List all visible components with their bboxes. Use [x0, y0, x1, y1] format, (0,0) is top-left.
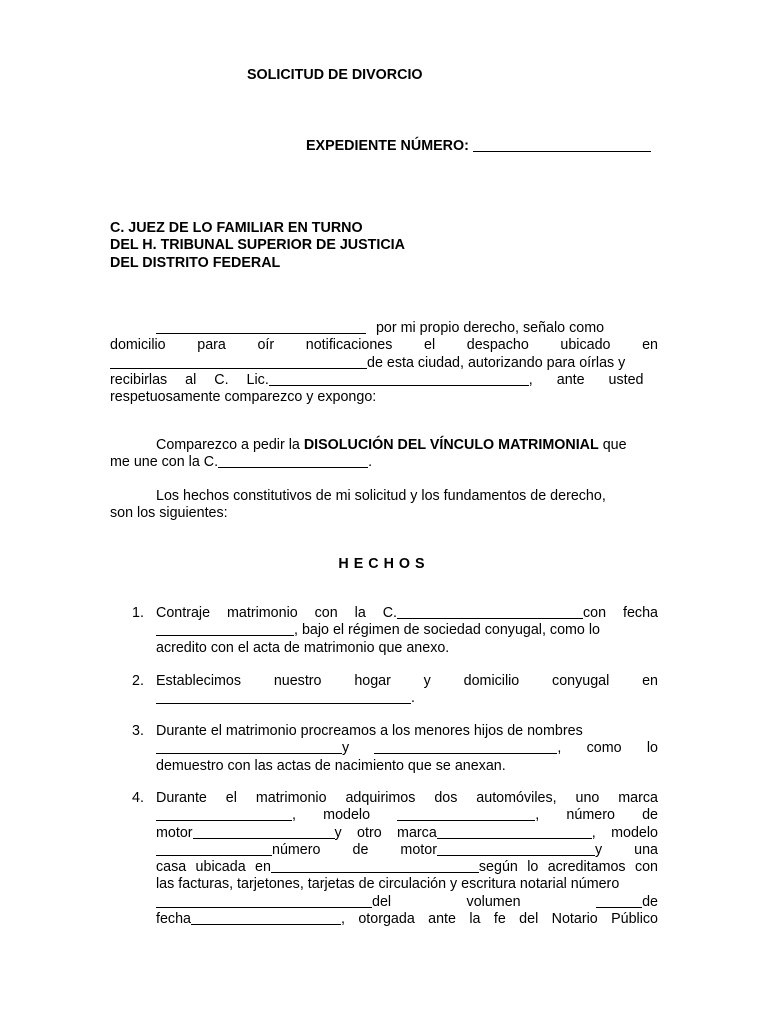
lawyer-blank[interactable]: [269, 372, 529, 386]
fact-4-text-4b: y una: [594, 841, 658, 858]
fact-1-text-a: Contraje matrimonio con la C.: [156, 605, 398, 621]
car-model-blank-2[interactable]: [156, 842, 272, 856]
deed-date-blank[interactable]: [191, 911, 341, 925]
petition-line-2: [110, 454, 658, 471]
fact-4-text-7a: del volumen: [372, 893, 521, 910]
car-brand-blank-2[interactable]: [437, 825, 592, 839]
fact-4-line-7: [156, 894, 658, 911]
fact-number: 2.: [132, 673, 144, 689]
fact-4-text-2a: , modelo: [292, 807, 371, 824]
petition-line-1: [110, 437, 658, 454]
petition-text-3: me une con la C.: [110, 454, 219, 471]
child-name-blank-1[interactable]: [156, 740, 342, 754]
fact-4-line-8: [156, 911, 658, 928]
fact-1-text-c: , bajo el régimen de sociedad conyugal, como lo: [294, 622, 600, 639]
fact-4-text-5b: según lo acreditamos con: [478, 859, 658, 876]
facts-intro-line-2: son los siguientes:: [110, 505, 228, 522]
fact-3-text-b: , como lo: [557, 740, 658, 757]
document-title: SOLICITUD DE DIVORCIO: [247, 67, 423, 83]
addressee-line-1: C. JUEZ DE LO FAMILIAR EN TURNO: [110, 220, 363, 236]
spouse-name-blank[interactable]: [397, 605, 583, 619]
car-brand-blank-1[interactable]: [156, 807, 292, 821]
addressee-block: [110, 220, 405, 272]
fact-1-line-1: [156, 605, 658, 622]
intro-text-3: de esta ciudad, autorizando para oírlas y: [367, 354, 626, 371]
petition-bold: DISOLUCIÓN DEL VÍNCULO MATRIMONIAL: [303, 437, 599, 453]
home-address-blank[interactable]: [156, 690, 411, 704]
fact-1-line-2: [156, 622, 658, 639]
address-blank[interactable]: [110, 355, 367, 369]
intro-paragraph: [110, 320, 658, 406]
fact-text: [156, 673, 658, 708]
fact-text: [156, 605, 658, 657]
expediente-label: EXPEDIENTE NÚMERO:: [306, 138, 469, 154]
fact-4-line-5: [156, 859, 658, 876]
marriage-date-blank[interactable]: [156, 622, 294, 636]
name-blank[interactable]: [156, 320, 366, 334]
petition-paragraph: [110, 437, 658, 472]
expediente-line: [306, 137, 651, 155]
intro-text-4a: recibirlas al C. Lic.: [110, 371, 269, 388]
fact-3-line-3: demuestro con las actas de nacimiento que se anexan.: [156, 757, 506, 774]
expediente-blank[interactable]: [473, 137, 651, 152]
fact-4-text-4a: número de motor: [272, 841, 437, 858]
intro-text-4b: , ante usted: [528, 371, 644, 388]
facts-intro-paragraph: [110, 488, 658, 523]
intro-line-2: domicilio para oír notificaciones el despacho ubicado en: [110, 337, 658, 354]
intro-line-5: respetuosamente comparezco y expongo:: [110, 389, 377, 406]
fact-4-text-3b: y otro marca: [334, 824, 437, 841]
fact-4-text-3c: , modelo: [591, 824, 659, 841]
intro-line-1: [110, 320, 658, 337]
petition-text-4: .: [368, 454, 373, 471]
intro-text-1: por mi propio derecho, señalo como: [375, 320, 605, 336]
fact-4-text-5a: casa ubicada en: [156, 859, 271, 876]
fact-3-line-2: [156, 740, 658, 757]
car-model-blank-1[interactable]: [397, 807, 535, 821]
intro-line-4: [110, 372, 658, 389]
fact-text: [156, 790, 658, 928]
intro-line-3: [110, 355, 658, 372]
fact-2-line-2: [156, 690, 658, 707]
fact-4-line-3: [156, 825, 658, 842]
fact-4-line-6: las facturas, tarjetones, tarjetas de circulación y escritura notarial número: [156, 876, 620, 893]
fact-1-text-b: con fecha: [583, 605, 658, 621]
fact-3-text-a: y: [342, 740, 350, 757]
fact-2-text-b: .: [411, 690, 415, 707]
fact-1-line-3: acredito con el acta de matrimonio que anexo.: [156, 639, 450, 656]
fact-4-line-4: [156, 842, 658, 859]
fact-3-line-1: Durante el matrimonio procreamos a los menores hijos de nombres: [156, 723, 583, 739]
volume-blank[interactable]: [596, 894, 642, 908]
deed-number-blank[interactable]: [156, 894, 372, 908]
addressee-line-3: DEL DISTRITO FEDERAL: [110, 254, 281, 271]
fact-4-text-3a: motor: [156, 824, 193, 841]
fact-4-text-8a: fecha: [156, 911, 191, 928]
motor-number-blank-2[interactable]: [437, 842, 595, 856]
fact-4-text-2b: , número de: [535, 807, 658, 824]
fact-4-line-1: Durante el matrimonio adquirimos dos automóviles, uno marca: [156, 790, 658, 806]
house-address-blank[interactable]: [271, 859, 479, 873]
fact-number: 4.: [132, 790, 144, 806]
motor-number-blank-1[interactable]: [193, 825, 335, 839]
fact-text: [156, 723, 658, 775]
addressee-line-2: DEL H. TRIBUNAL SUPERIOR DE JUSTICIA: [110, 237, 405, 254]
fact-number: 3.: [132, 723, 144, 739]
spouse-blank[interactable]: [218, 454, 368, 468]
fact-4-text-7b: de: [642, 893, 658, 910]
fact-number: 1.: [132, 605, 144, 621]
petition-text-1: Comparezco a pedir la: [156, 437, 304, 453]
fact-4-line-2: [156, 807, 658, 824]
section-heading: HECHOS: [338, 556, 430, 572]
fact-2-line-1: Establecimos nuestro hogar y domicilio conyugal en: [156, 673, 658, 689]
fact-4-text-8b: , otorgada ante la fe del Notario Público: [340, 911, 658, 928]
petition-text-2: que: [598, 437, 627, 453]
facts-intro-line-1: Los hechos constitutivos de mi solicitud y los fundamentos de derecho,: [156, 488, 606, 504]
child-name-blank-2[interactable]: [374, 740, 557, 754]
